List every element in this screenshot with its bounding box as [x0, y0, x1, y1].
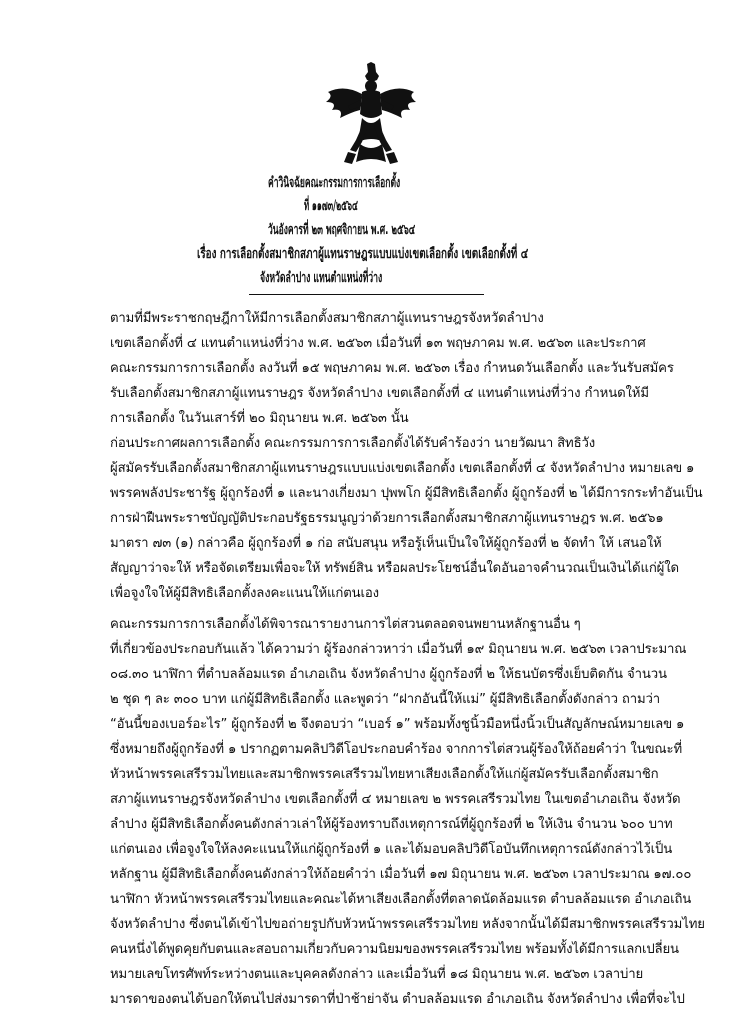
body-line: นาฬิกา หัวหน้าพรรคเสรีรวมไทยและคณะได้หาเสียงเลือกตั้งที่ตลาดนัดล้อมแรด ตำบลล้อมแรด อำเภอเถิน [110, 892, 692, 907]
body-line: รับเลือกตั้งสมาชิกสภาผู้แทนราษฎร จังหวัดลำปาง เขตเลือกตั้งที่ ๔ แทนตำแหน่งที่ว่าง กำหนดให้มี [110, 386, 649, 401]
body-line: เขตเลือกตั้งที่ ๔ แทนตำแหน่งที่ว่าง พ.ศ. ๒๕๖๓ เมื่อวันที่ ๑๓ พฤษภาคม พ.ศ. ๒๕๖๓ และประกาศ [110, 336, 646, 351]
body-line: ๐๘.๓๐ นาฬิกา ที่ตำบลล้อมแรด อำเภอเถิน จังหวัดลำปาง ผู้ถูกร้องที่ ๒ ให้ธนบัตรซึ่งเย็บติดกัน จำนวน [110, 667, 667, 682]
body-line: สภาผู้แทนราษฎรจังหวัดลำปาง เขตเลือกตั้งที่ ๔ หมายเลข ๒ พรรคเสรีรวมไทย ในเขตอำเภอเถิน จังหวัด [110, 792, 681, 807]
header-divider [249, 294, 484, 295]
body-line: สัญญาว่าจะให้ หรือจัดเตรียมเพื่อจะให้ ทรัพย์สิน หรือผลประโยชน์อื่นใดอันอาจคำนวณเป็นเงินได้แก่ผู้ใด [110, 561, 679, 576]
ruling-subject: เรื่อง การเลือกตั้งสมาชิกสภาผู้แทนราษฎรแบบแบ่งเขตเลือกตั้ง เขตเลือกตั้งที่ ๔ [197, 246, 529, 262]
body-line: ตามที่มีพระราชกฤษฎีกาให้มีการเลือกตั้งสมาชิกสภาผู้แทนราษฎรจังหวัดลำปาง [110, 311, 544, 326]
body-line: แก่ตนเอง เพื่อจูงใจให้ลงคะแนนให้แก่ผู้ถูกร้องที่ ๑ และได้มอบคลิปวิดีโอบันทึกเหตุการณ์ดังกล่าวไว้เป็น [110, 842, 673, 857]
body-line: คณะกรรมการการเลือกตั้ง ลงวันที่ ๑๕ พฤษภาคม พ.ศ. ๒๕๖๓ เรื่อง กำหนดวันเลือกตั้ง และวันรับสมัคร [110, 361, 674, 376]
body-line: หลักฐาน ผู้มีสิทธิเลือกตั้งคนดังกล่าวให้ถ้อยคำว่า เมื่อวันที่ ๑๗ มิถุนายน พ.ศ. ๒๕๖๓ เวลาประมาณ ๑๗.๐๐ [110, 867, 692, 882]
body-line: ที่เกี่ยวข้องประกอบกันแล้ว ได้ความว่า ผู้ร้องกล่าวหาว่า เมื่อวันที่ ๑๙ มิถุนายน พ.ศ. ๒๕๖๓ เวลาประมาณ [110, 642, 687, 657]
body-line: จังหวัดลำปาง ซึ่งตนได้เข้าไปขอถ่ายรูปกับหัวหน้าพรรคเสรีรวมไทย หลังจากนั้นได้มีสมาชิกพรรคเสรีรวมไทย [110, 917, 705, 932]
body-line: คนหนึ่งได้พูดคุยกับตนและสอบถามเกี่ยวกับความนิยมของพรรคเสรีรวมไทย พร้อมทั้งได้มีการแลกเปลี่ยน [110, 942, 679, 957]
body-line: ก่อนประกาศผลการเลือกตั้ง คณะกรรมการการเลือกตั้งได้รับคำร้องว่า นายวัฒนา สิทธิวัง [110, 436, 596, 451]
body-line: การเลือกตั้ง ในวันเสาร์ที่ ๒๐ มิถุนายน พ.ศ. ๒๕๖๓ นั้น [110, 411, 409, 426]
body-line: พรรคพลังประชารัฐ ผู้ถูกร้องที่ ๑ และนางเกี่ยงมา ปุพพโก ผู้มีสิทธิเลือกตั้ง ผู้ถูกร้องที่ ๒ ได้มีการกระทำอันเป็น [110, 486, 703, 501]
body-line: คณะกรรมการการเลือกตั้งได้พิจารณารายงานการไต่สวนตลอดจนพยานหลักฐานอื่น ๆ [110, 617, 581, 632]
body-line: “อันนี้ของเบอร์อะไร” ผู้ถูกร้องที่ ๒ จึงตอบว่า “เบอร์ ๑” พร้อมทั้งชูนิ้วมือหนึ่งนิ้วเป็นสัญลักษณ์หมายเลข ๑ [110, 717, 685, 732]
body-line: เพื่อจูงใจให้ผู้มีสิทธิเลือกตั้งลงคะแนนให้แก่ตนเอง [110, 586, 379, 601]
body-line: ๒ ชุด ๆ ละ ๓๐๐ บาท แก่ผู้มีสิทธิเลือกตั้ง และพูดว่า “ฝากอันนี้ให้แม่” ผู้มีสิทธิเลือกตั้งดังกล่าว ถามว่า [110, 692, 661, 707]
ruling-subject-continued: จังหวัดลำปาง แทนตำแหน่งที่ว่าง [260, 270, 383, 286]
ruling-number: ที่ ๑๑๗๓/๒๕๖๔ [304, 198, 358, 214]
body-line: หัวหน้าพรรคเสรีรวมไทยและสมาชิกพรรคเสรีรวมไทยหาเสียงเลือกตั้งให้แก่ผู้สมัครรับเลือกตั้งสมาชิก [110, 767, 659, 782]
ruling-date: วันอังคารที่ ๒๓ พฤศจิกายน พ.ศ. ๒๕๖๔ [268, 222, 416, 238]
ruling-title: คำวินิจฉัยคณะกรรมการการเลือกตั้ง [268, 175, 401, 191]
body-line: หมายเลขโทรศัพท์ระหว่างตนและบุคคลดังกล่าว และเมื่อวันที่ ๑๘ มิถุนายน พ.ศ. ๒๕๖๓ เวลาบ่าย [110, 967, 644, 982]
body-line: ลำปาง ผู้มีสิทธิเลือกตั้งคนดังกล่าวเล่าให้ผู้ร้องทราบถึงเหตุการณ์ที่ผู้ถูกร้องที่ ๒ ให้เงิน จำนวน ๖๐๐ บาท [110, 817, 673, 832]
body-line: ซึ่งหมายถึงผู้ถูกร้องที่ ๑ ปรากฏตามคลิปวิดีโอประกอบคำร้อง จากการไต่สวนผู้ร้องให้ถ้อยคำว่า ในขณะที่ [110, 742, 682, 757]
garuda-emblem-icon [322, 62, 420, 168]
body-line: การฝ่าฝืนพระราชบัญญัติประกอบรัฐธรรมนูญว่าด้วยการเลือกตั้งสมาชิกสภาผู้แทนราษฎร พ.ศ. ๒๕๖๑ [110, 511, 664, 526]
body-line: มารดาของตนได้บอกให้ตนไปส่งมารดาที่ป่าช้าย่าจัน ตำบลล้อมแรด อำเภอเถิน จังหวัดลำปาง เพื่อที่จะไป [110, 992, 685, 1007]
body-line: ผู้สมัครรับเลือกตั้งสมาชิกสภาผู้แทนราษฎรแบบแบ่งเขตเลือกตั้ง เขตเลือกตั้งที่ ๔ จังหวัดลำปาง หมายเลข ๑ [110, 461, 695, 476]
body-line: มาตรา ๗๓ (๑) กล่าวคือ ผู้ถูกร้องที่ ๑ ก่อ สนับสนุน หรือรู้เห็นเป็นใจให้ผู้ถูกร้องที่ ๒ จัดทำ ให้ เสนอให้ [110, 536, 662, 551]
